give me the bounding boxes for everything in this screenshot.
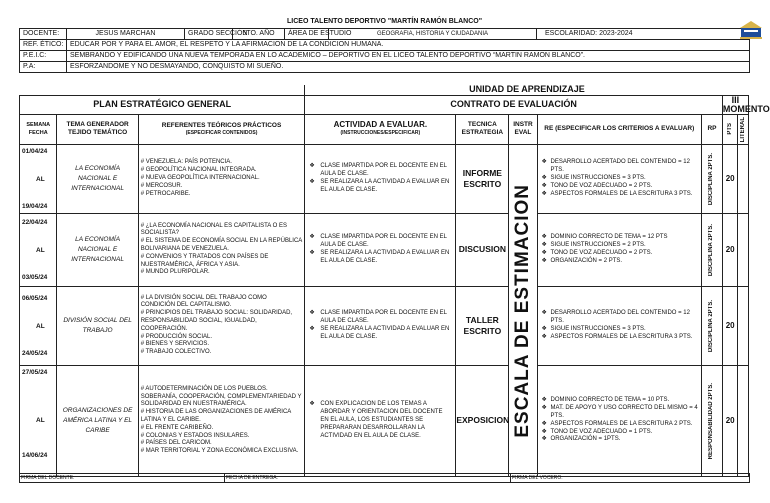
week-cell — [20, 365, 57, 476]
activity-item: ❖ CLASE IMPARTIDA POR EL DOCENTE EN EL AULA DE CLASE. — [308, 234, 452, 250]
col-literal-text: LITERAL — [739, 116, 746, 142]
ref-item: # PAÍSES DEL CARICOM. — [140, 440, 212, 447]
firma-vocero: FIRMA DEL VOCERO: — [511, 474, 750, 483]
criteria-item: ❖ MAT. DE APOYO Y USO CORRECTO DEL MISMO = 4 PTS. — [541, 405, 699, 421]
literal-cell — [738, 144, 749, 213]
week-al: AL — [36, 416, 45, 424]
activity-item: ❖ CON EXPLICACION DE LOS TEMAS A ABORDAR Y ORIENTACION DEL DOCENTE EN EL AULA, LOS ESTUDIANTES SE PREPARARAN DESARROLLARAN LA ACTIVIDAD EN EL AULA DE CLASE. — [308, 401, 452, 440]
col-referentes — [138, 114, 305, 144]
activity-item: ❖ CLASE IMPARTIDA POR EL DOCENTE EN EL AULA DE CLASE. — [308, 163, 452, 179]
ref-item: # MAR TERRITORIAL Y ZONA ECONÓMICA EXCLUSIVA. — [140, 448, 299, 455]
peic-value: SEMBRANDO Y EDIFICANDO UNA NUEVA TEMPORADA EN LO ACADEMICO – DEPORTIVO EN EL LICEO TALENTO DEPORTIVO “MARTIN RAMON BLANCO”. — [67, 50, 750, 61]
table-row — [20, 365, 749, 476]
grado-value: 5TO. AÑO — [233, 28, 285, 39]
criteria-item: ❖ ASPECTOS FORMALES DE LA ESCRITURA 3 PTS. — [541, 191, 699, 199]
week-al: AL — [36, 323, 45, 331]
col-actividad-sub: (INSTRUCCIONES/ESPECIFICAR) — [340, 130, 421, 137]
activity-item: ❖ SE REALIZARA LA ACTIVIDAD A EVALUAR EN EL AULA DE CLASE. — [308, 179, 452, 195]
week-cell — [20, 286, 57, 365]
criteria-item: ❖ DOMINIO CORRECTO DE TEMA = 10 PTS. — [541, 397, 699, 405]
unidad-heading: UNIDAD DE APRENDIZAJE — [305, 85, 749, 95]
activity — [305, 365, 456, 476]
theory-refs — [138, 286, 305, 365]
col-rp: RP — [702, 114, 723, 144]
instrument-cell — [509, 144, 537, 476]
technique: DISCUSION — [456, 213, 509, 286]
col-pts-text: PTS — [726, 123, 733, 135]
table-row — [20, 213, 749, 286]
rp-value: RESPONSABILIDAD 2PTS. — [708, 382, 715, 460]
rp-value: DISCIPLINA 2PTS. — [708, 299, 715, 352]
ref-etico-value: EDUCAR POR Y PARA EL AMOR, EL RESPETO Y LA AFIRMACION DE LA CONDICION HUMANA. — [67, 39, 750, 50]
rp-cell — [702, 365, 723, 476]
points: 20 — [722, 286, 738, 365]
ref-item: # MUNDO PLURIPOLAR. — [140, 269, 210, 276]
ref-item: # GEOPOLÍTICA NACIONAL INTEGRADA. — [140, 167, 257, 174]
col-actividad-title: ACTIVIDAD A EVALUAR. — [333, 120, 428, 130]
points: 20 — [722, 365, 738, 476]
criteria-item: ❖ TONO DE VOZ ADECUADO = 1 PTS. — [541, 429, 699, 437]
ref-item: # PETROCARIBE. — [140, 190, 191, 197]
table-row — [20, 286, 749, 365]
col-referentes-title: REFERENTES TEÓRICOS PRÁCTICOS — [161, 121, 282, 129]
ref-item: # BIENES Y SERVICIOS. — [140, 341, 210, 348]
activity — [305, 144, 456, 213]
rp-value: DISCIPLINA 2PTS. — [708, 223, 715, 276]
topic: DIVISIÓN SOCIAL DEL TRABAJO — [57, 286, 138, 365]
ref-item: # MERCOSUR. — [140, 182, 183, 189]
week-cell — [20, 213, 57, 286]
literal-cell — [738, 213, 749, 286]
criteria-item: ❖ DESARROLLO ACERTADO DEL CONTENIDO = 12 PTS. — [541, 159, 699, 175]
criteria-item: ❖ ASPECTOS FORMALES DE LA ESCRITURA 3 PTS. — [541, 334, 699, 342]
docente-label: DOCENTE: — [20, 28, 67, 39]
col-tecnica: TECNICA ESTRATEGIA — [456, 114, 509, 144]
activity — [305, 213, 456, 286]
ref-item: # ¿LA ECONOMÍA NACIONAL ES CAPITALISTA O ES SOCIALISTA? — [140, 222, 287, 237]
rp-cell — [702, 286, 723, 365]
ref-item: # TRABAJO COLECTIVO. — [140, 349, 212, 356]
docente-value: JESUS MARCHAN — [67, 28, 185, 39]
school-emblem-icon — [738, 19, 764, 41]
school-title: LICEO TALENTO DEPORTIVO "MARTÍN RAMÓN BLANCO" — [20, 17, 750, 28]
week-cell — [20, 144, 57, 213]
criteria-item: ❖ SIGUE INSTRUCCIONES = 3 PTS. — [541, 326, 699, 334]
plan-heading: PLAN ESTRATÉGICO GENERAL — [20, 95, 305, 114]
week-end-date: 19/04/24 — [22, 202, 48, 210]
criteria-item: ❖ ORGANIZACIÓN = 2 PTS. — [541, 258, 699, 266]
technique: TALLER ESCRITO — [456, 286, 509, 365]
firma-docente: FIRMA DEL DOCENTE: — [20, 474, 225, 483]
ref-item: # EL FRENTE CARIBEÑO. — [140, 424, 214, 431]
criteria-item: ❖ ORGANIZACIÓN = 1PTS. — [541, 436, 699, 444]
contrato-heading: CONTRATO DE EVALUACIÓN — [305, 95, 723, 114]
topic: LA ECONOMÍA NACIONAL E INTERNACIONAL — [57, 144, 138, 213]
col-re: RE (ESPECIFICAR LOS CRITERIOS A EVALUAR) — [537, 114, 702, 144]
criteria-item: ❖ TONO DE VOZ ADECUADO = 2 PTS. — [541, 250, 699, 258]
ref-item: # PRINCIPIOS DEL TRABAJO SOCIAL: SOLIDARIDAD, RESPONSABILIDAD SOCIAL, IGUALDAD, COOPERACIÓN. — [140, 310, 293, 332]
fecha-entrega: FECHA DE ENTREGA: — [225, 474, 511, 483]
col-tema: TEMA GENERADOR TEJIDO TEMÁTICO — [57, 114, 138, 144]
topic: LA ECONOMÍA NACIONAL E INTERNACIONAL — [57, 213, 138, 286]
activity — [305, 286, 456, 365]
week-start-date: 01/04/24 — [22, 147, 48, 155]
pa-label: P.A: — [20, 61, 67, 72]
col-instr: INSTR EVAL — [509, 114, 537, 144]
points: 20 — [722, 213, 738, 286]
header-table — [19, 17, 750, 73]
col-semana: SEMANA FECHA — [20, 114, 57, 144]
theory-refs — [138, 213, 305, 286]
ref-item: # CONVENIOS Y TRATADOS CON PAÍSES DE NUESTRAMÉRICA, ÁFRICA Y ASIA. — [140, 253, 269, 268]
area-label: ÁREA DE ESTUDIO — [285, 28, 329, 39]
ref-item: # COLONIAS Y ESTADOS INSULARES. — [140, 432, 250, 439]
week-start-date: 22/04/24 — [22, 218, 48, 226]
technique: INFORME ESCRITO — [456, 144, 509, 213]
literal-cell — [738, 286, 749, 365]
theory-refs — [138, 144, 305, 213]
ref-item: # PRODUCCIÓN SOCIAL. — [140, 333, 213, 340]
table-row — [20, 144, 749, 213]
week-end-date: 14/06/24 — [22, 451, 48, 459]
ref-item: # LA DIVISIÓN SOCIAL DEL TRABAJO COMO CONDICIÓN DEL CAPITALISMO. — [140, 294, 267, 309]
criteria-item: ❖ SIGUE INSTRUCCIONES = 3 PTS. — [541, 175, 699, 183]
week-end-date: 24/05/24 — [22, 349, 48, 357]
criteria — [537, 144, 702, 213]
week-al: AL — [36, 247, 45, 255]
activity-item: ❖ SE REALIZARA LA ACTIVIDAD A EVALUAR EN EL AULA DE CLASE. — [308, 326, 452, 342]
theory-refs — [138, 365, 305, 476]
week-al: AL — [36, 176, 45, 184]
ref-item: # NUEVA GEOPOLÍTICA INTERNACIONAL. — [140, 174, 260, 181]
footer-table — [19, 473, 750, 483]
col-actividad — [305, 114, 456, 144]
activity-item: ❖ SE REALIZARA LA ACTIVIDAD A EVALUAR EN EL AULA DE CLASE. — [308, 250, 452, 266]
criteria — [537, 213, 702, 286]
col-literal — [738, 114, 749, 144]
rp-cell — [702, 213, 723, 286]
criteria — [537, 365, 702, 476]
instrument-label: ESCALA DE ESTIMACION — [511, 183, 533, 438]
col-pts — [722, 114, 738, 144]
points: 20 — [722, 144, 738, 213]
area-value: GEOGRAFIA, HISTORIA Y CIUDADANIA — [329, 28, 537, 39]
week-start-date: 27/05/24 — [22, 368, 48, 376]
ref-item: # AUTODETERMINACIÓN DE LOS PUEBLOS. SOBERANÍA, COOPERACIÓN, COMPLEMENTARIEDAD Y SOLIDARIDAD EN NUESTRAMÉRICA. — [140, 385, 302, 408]
topic: ORGANIZACIONES DE AMÉRICA LATINA Y EL CARIBE — [57, 365, 138, 476]
criteria-item: ❖ ASPECTOS FORMALES DE LA ESCRITURA 2 PTS. — [541, 421, 699, 429]
week-end-date: 03/05/24 — [22, 273, 48, 281]
col-referentes-sub: (ESPECIFICAR CONTENIDOS) — [185, 129, 258, 136]
rp-value: DISCIPLINA 2PTS. — [708, 152, 715, 205]
activity-item: ❖ CLASE IMPARTIDA POR EL DOCENTE EN EL AULA DE CLASE. — [308, 310, 452, 326]
ref-item: # VENEZUELA: PAÍS POTENCIA. — [140, 159, 232, 166]
grado-label: GRADO SECCIÓN — [185, 28, 233, 39]
pa-value: ESFORZANDOME Y NO DESMAYANDO, CONQUISTO MI SUEÑO. — [67, 61, 750, 72]
week-start-date: 06/05/24 — [22, 294, 48, 302]
ref-etico-label: REF. ÉTICO: — [20, 39, 67, 50]
literal-cell — [738, 365, 749, 476]
escolaridad: ESCOLARIDAD: 2023-2024 — [537, 28, 750, 39]
criteria-item: ❖ TONO DE VOZ ADECUADO = 2 PTS. — [541, 183, 699, 191]
peic-label: P.E.I.C: — [20, 50, 67, 61]
rp-cell — [702, 144, 723, 213]
criteria-item: ❖ DESARROLLO ACERTADO DEL CONTENIDO = 12 PTS. — [541, 310, 699, 326]
technique: EXPOSICION — [456, 365, 509, 476]
criteria-item: ❖ SIGUE INSTRUCCIONES = 2 PTS. — [541, 242, 699, 250]
ref-item: # HISTORIA DE LAS ORGANIZACIONES DE AMÉRICA LATINA Y EL CARIBE. — [140, 409, 291, 423]
ref-item: # EL SISTEMA DE ECONOMÍA SOCIAL EN LA REPÚBLICA BOLIVARIANA DE VENEZUELA. — [140, 238, 302, 252]
momento-heading: III MOMENTO — [722, 94, 770, 114]
criteria — [537, 286, 702, 365]
planning-table — [19, 84, 770, 477]
criteria-item: ❖ DOMINIO CORRECTO DE TEMA = 12 PTS — [541, 234, 699, 242]
